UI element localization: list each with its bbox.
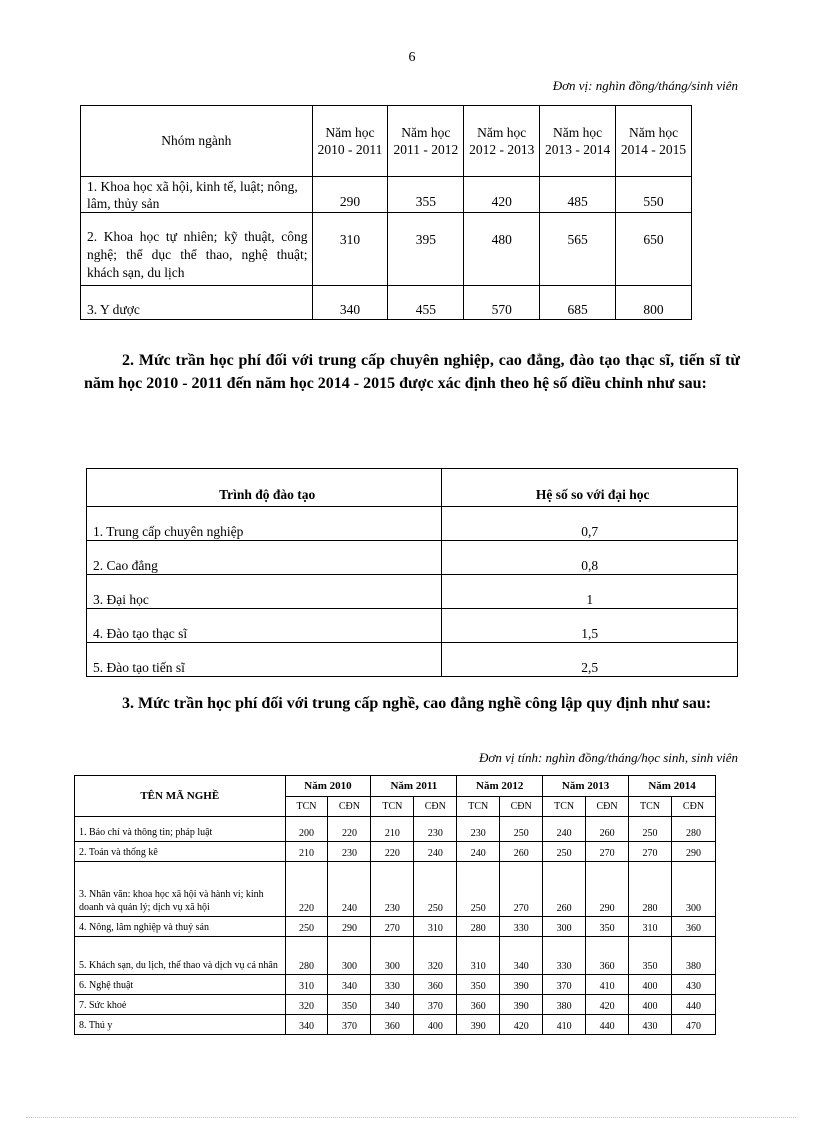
row-name: 5. Khách sạn, du lịch, thể thao và dịch vụ cá nhân <box>75 937 286 975</box>
year-header: Năm 2014 <box>629 776 716 797</box>
coef-cell: 2,5 <box>442 643 738 677</box>
cell-value: 240 <box>414 842 457 862</box>
cell-value: 300 <box>371 937 414 975</box>
cell-value: 395 <box>388 213 464 286</box>
paragraph-2: 2. Mức trần học phí đối với trung cấp chuyên nghiệp, cao đẳng, đào tạo thạc sĩ, tiến sĩ từ năm học 2010 - 2011 đến năm học 2014 - 2015 được xác định theo hệ số điều chỉnh như sau: <box>84 352 740 392</box>
cell-value: 400 <box>629 975 672 995</box>
cell-value: 330 <box>543 937 586 975</box>
cell-value: 340 <box>285 1015 328 1035</box>
cell-value: 410 <box>543 1015 586 1035</box>
cell-value: 370 <box>414 995 457 1015</box>
table-row <box>81 213 692 286</box>
cell-value: 270 <box>371 917 414 937</box>
cell-value: 350 <box>629 937 672 975</box>
level-cell: 3. Đại học <box>87 575 442 609</box>
row-name: 3. Y dược <box>81 286 313 320</box>
cell-value: 220 <box>285 862 328 917</box>
tcn-header: TCN <box>285 797 328 817</box>
cell-value: 350 <box>457 975 500 995</box>
table-row <box>75 842 716 862</box>
table-row <box>75 862 716 917</box>
cell-value: 440 <box>586 1015 629 1035</box>
footer-rule <box>26 1117 796 1118</box>
cell-value: 310 <box>414 917 457 937</box>
vocational-tuition-table <box>74 775 716 1035</box>
cell-value: 360 <box>371 1015 414 1035</box>
cell-value: 240 <box>457 842 500 862</box>
cell-value: 300 <box>671 862 715 917</box>
year-header: Năm học 2012 - 2013 <box>464 106 540 177</box>
row-name: 2. Toán và thống kê <box>75 842 286 862</box>
row-name: 2. Khoa học tự nhiên; kỹ thuật, công nghệ; thể dục thể thao, nghệ thuật; khách sạn, du lịch <box>81 213 313 286</box>
table-header-row <box>75 776 716 797</box>
row-name: 7. Sức khoẻ <box>75 995 286 1015</box>
name-header: TÊN MÃ NGHỀ <box>75 776 286 817</box>
cell-value: 220 <box>371 842 414 862</box>
year-header: Năm học 2011 - 2012 <box>388 106 464 177</box>
table-row <box>75 1015 716 1035</box>
cell-value: 685 <box>540 286 616 320</box>
cell-value: 300 <box>328 937 371 975</box>
cell-value: 290 <box>586 862 629 917</box>
cell-value: 420 <box>464 177 540 213</box>
row-name: 6. Nghệ thuật <box>75 975 286 995</box>
cell-value: 270 <box>500 862 543 917</box>
cell-value: 565 <box>540 213 616 286</box>
cell-value: 420 <box>500 1015 543 1035</box>
table-row <box>87 643 738 677</box>
cell-value: 360 <box>457 995 500 1015</box>
cell-value: 340 <box>500 937 543 975</box>
cell-value: 330 <box>371 975 414 995</box>
coef-cell: 1,5 <box>442 609 738 643</box>
cell-value: 210 <box>285 842 328 862</box>
cell-value: 800 <box>616 286 692 320</box>
cell-value: 310 <box>285 975 328 995</box>
coef-cell: 1 <box>442 575 738 609</box>
level-header: Trình độ đào tạo <box>87 469 442 507</box>
coef-cell: 0,7 <box>442 507 738 541</box>
cell-value: 250 <box>414 862 457 917</box>
coefficient-table <box>86 468 738 677</box>
cell-value: 270 <box>629 842 672 862</box>
cell-value: 250 <box>543 842 586 862</box>
table-header-row <box>81 106 692 177</box>
unit-label-1: Đơn vị: nghìn đồng/tháng/sinh viên <box>552 78 738 93</box>
table-row <box>81 177 692 213</box>
cell-value: 420 <box>586 995 629 1015</box>
level-cell: 2. Cao đẳng <box>87 541 442 575</box>
cell-value: 340 <box>371 995 414 1015</box>
table-row <box>87 541 738 575</box>
table-row <box>75 975 716 995</box>
cdn-header: CĐN <box>414 797 457 817</box>
row-name: 1. Báo chí và thông tin; pháp luật <box>75 817 286 842</box>
cell-value: 400 <box>414 1015 457 1035</box>
cell-value: 360 <box>414 975 457 995</box>
cell-value: 260 <box>500 842 543 862</box>
cell-value: 310 <box>629 917 672 937</box>
year-header: Năm 2011 <box>371 776 457 797</box>
cell-value: 485 <box>540 177 616 213</box>
table-row <box>75 995 716 1015</box>
unit-label-3: Đơn vị tính: nghìn đồng/tháng/học sinh, sinh viên <box>479 750 738 765</box>
cell-value: 455 <box>388 286 464 320</box>
page-number: 6 <box>408 50 416 65</box>
tcn-header: TCN <box>629 797 672 817</box>
cell-value: 400 <box>629 995 672 1015</box>
cell-value: 650 <box>616 213 692 286</box>
cell-value: 240 <box>543 817 586 842</box>
cell-value: 380 <box>543 995 586 1015</box>
cell-value: 280 <box>457 917 500 937</box>
cdn-header: CĐN <box>328 797 371 817</box>
table-row <box>87 575 738 609</box>
cell-value: 280 <box>671 817 715 842</box>
cell-value: 280 <box>285 937 328 975</box>
cell-value: 230 <box>371 862 414 917</box>
coef-cell: 0,8 <box>442 541 738 575</box>
row-name: 4. Nông, lâm nghiệp và thuỷ sản <box>75 917 286 937</box>
group-header: Nhóm ngành <box>81 106 313 177</box>
cell-value: 370 <box>328 1015 371 1035</box>
cell-value: 390 <box>500 995 543 1015</box>
level-cell: 4. Đào tạo thạc sĩ <box>87 609 442 643</box>
cell-value: 230 <box>457 817 500 842</box>
year-header: Năm học 2013 - 2014 <box>540 106 616 177</box>
cell-value: 440 <box>671 995 715 1015</box>
cdn-header: CĐN <box>671 797 715 817</box>
cell-value: 310 <box>312 213 388 286</box>
cell-value: 250 <box>285 917 328 937</box>
table-row <box>81 286 692 320</box>
cell-value: 355 <box>388 177 464 213</box>
cell-value: 270 <box>586 842 629 862</box>
coef-header: Hệ số so với đại học <box>442 469 738 507</box>
table-row <box>75 817 716 842</box>
cell-value: 550 <box>616 177 692 213</box>
cell-value: 280 <box>629 862 672 917</box>
cell-value: 250 <box>457 862 500 917</box>
cell-value: 260 <box>543 862 586 917</box>
cell-value: 230 <box>414 817 457 842</box>
row-name: 3. Nhân văn: khoa học xã hội và hành vi; kinh doanh và quản lý; dịch vụ xã hội <box>75 862 286 917</box>
table-row <box>75 917 716 937</box>
year-header: Năm 2012 <box>457 776 543 797</box>
table-row <box>87 507 738 541</box>
cell-value: 290 <box>328 917 371 937</box>
row-name: 1. Khoa học xã hội, kinh tế, luật; nông, lâm, thủy sản <box>81 177 313 213</box>
cell-value: 250 <box>500 817 543 842</box>
level-cell: 1. Trung cấp chuyên nghiệp <box>87 507 442 541</box>
table-row <box>75 937 716 975</box>
cell-value: 370 <box>543 975 586 995</box>
cell-value: 210 <box>371 817 414 842</box>
cell-value: 240 <box>328 862 371 917</box>
cell-value: 390 <box>457 1015 500 1035</box>
cdn-header: CĐN <box>500 797 543 817</box>
row-name: 8. Thú y <box>75 1015 286 1035</box>
cell-value: 200 <box>285 817 328 842</box>
cell-value: 340 <box>328 975 371 995</box>
cell-value: 290 <box>312 177 388 213</box>
cell-value: 300 <box>543 917 586 937</box>
tuition-table-university <box>80 105 692 320</box>
cell-value: 470 <box>671 1015 715 1035</box>
year-header: Năm 2013 <box>543 776 629 797</box>
year-header: Năm học 2014 - 2015 <box>616 106 692 177</box>
cell-value: 220 <box>328 817 371 842</box>
year-header: Năm 2010 <box>285 776 371 797</box>
cell-value: 430 <box>671 975 715 995</box>
cell-value: 230 <box>328 842 371 862</box>
cell-value: 350 <box>586 917 629 937</box>
cell-value: 260 <box>586 817 629 842</box>
tcn-header: TCN <box>543 797 586 817</box>
cell-value: 360 <box>671 917 715 937</box>
cell-value: 350 <box>328 995 371 1015</box>
level-cell: 5. Đào tạo tiến sĩ <box>87 643 442 677</box>
cell-value: 320 <box>285 995 328 1015</box>
tcn-header: TCN <box>371 797 414 817</box>
cell-value: 430 <box>629 1015 672 1035</box>
cell-value: 310 <box>457 937 500 975</box>
cell-value: 380 <box>671 937 715 975</box>
cell-value: 290 <box>671 842 715 862</box>
year-header: Năm học 2010 - 2011 <box>312 106 388 177</box>
paragraph-3: 3. Mức trần học phí đối với trung cấp nghề, cao đẳng nghề công lập quy định như sau: <box>122 695 712 712</box>
cell-value: 250 <box>629 817 672 842</box>
cell-value: 410 <box>586 975 629 995</box>
cell-value: 570 <box>464 286 540 320</box>
cell-value: 320 <box>414 937 457 975</box>
cdn-header: CĐN <box>586 797 629 817</box>
cell-value: 340 <box>312 286 388 320</box>
table-row <box>87 609 738 643</box>
cell-value: 390 <box>500 975 543 995</box>
tcn-header: TCN <box>457 797 500 817</box>
cell-value: 360 <box>586 937 629 975</box>
cell-value: 330 <box>500 917 543 937</box>
cell-value: 480 <box>464 213 540 286</box>
table-header-row <box>87 469 738 507</box>
